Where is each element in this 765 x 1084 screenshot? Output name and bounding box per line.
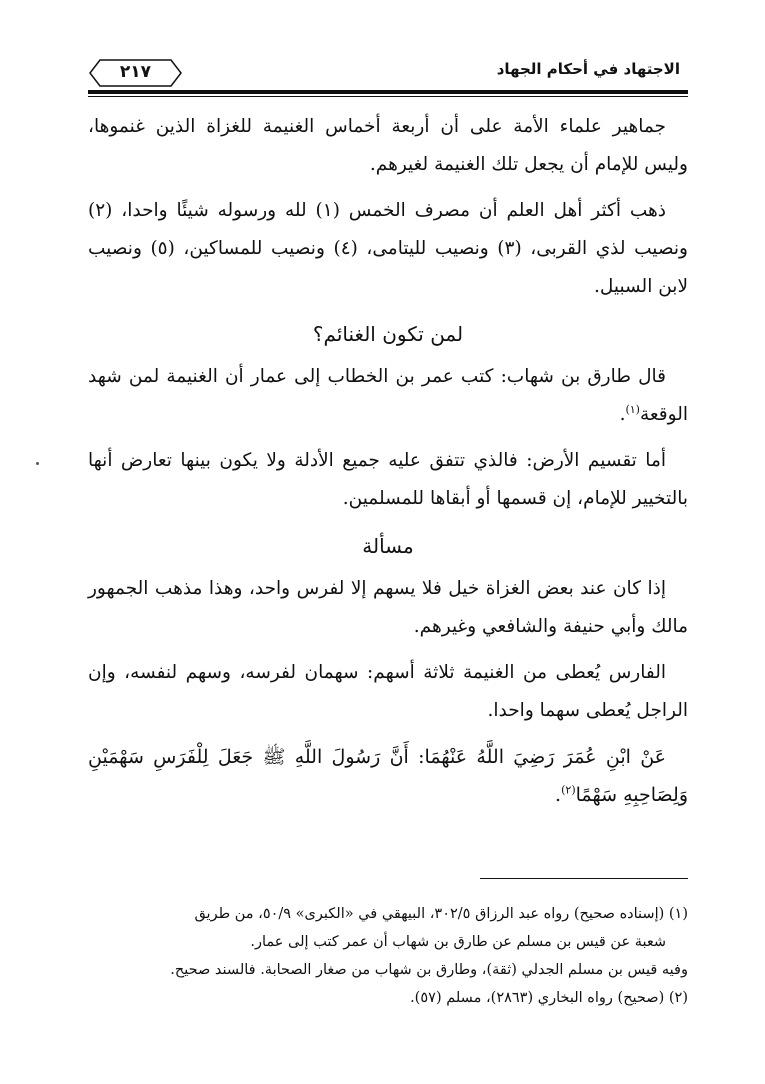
section-heading-spoils: لمن تكون الغنائم؟ [312,322,464,346]
running-title: الاجتهاد في أحكام الجهاد [496,60,680,78]
paragraph-7-text: عَنْ ابْنِ عُمَرَ رَضِيَ اللَّهُ عَنْهُمَا: أَنَّ رَسُولَ اللَّهِ ﷺ جَعَلَ لِلْفَرَسِ سَهْمَيْنِ وَلِصَاحِبِهِ سَهْمًا [88,746,688,806]
paragraph-3-text: قال طارق بن شهاب: كتب عمر بن الخطاب إلى عمار أن الغنيمة لمن شهد الوقعة [88,366,688,425]
paragraph-3 [88,358,688,434]
scan-speck [36,462,39,465]
paragraph-1: جماهير علماء الأمة على أن أربعة أخماس الغنيمة للغزاة الذين غنموها، وليس للإمام أن يجعل تلك الغنيمة لغيرهم. [88,116,688,175]
header-rule-thick [88,90,688,94]
page-body [88,108,688,814]
page-number: ٢١٧ [119,62,152,82]
footnote-ref-2: (٢) [561,783,576,797]
footnote-1-line-2: شعبة عن قيس بن مسلم عن طارق بن شهاب أن عمر كتب إلى عمار. [250,934,666,950]
footnotes [88,900,688,1012]
paragraph-7-end: . [555,784,562,806]
footnote-ref-1: (١) [625,402,640,416]
paragraph-7-hadith [88,738,688,814]
header-rule-thin [88,96,688,97]
footnote-1-line-1: (١) (إسناده صحيح) رواه عبد الرزاق ٣٠٢/٥، البيهقي في «الكبرى» ٥٠/٩، من طريق [194,906,688,922]
footnote-separator [480,878,688,879]
section-heading-issue: مسألة [362,534,414,558]
paragraph-4: أما تقسيم الأرض: فالذي تتفق عليه جميع الأدلة ولا يكون بينها تعارض أنها بالتخيير للإمام، إن قسمها أو أبقاها للمسلمين. [88,450,688,509]
footnote-2: (٢) (صحيح) رواه البخاري (٢٨٦٣)، مسلم (٥٧). [410,990,688,1006]
footnote-1-line-3: وفيه قيس بن مسلم الجدلي (ثقة)، وطارق بن شهاب من صغار الصحابة. فالسند صحيح. [170,962,688,978]
page-number-badge [88,58,183,88]
paragraph-3-end: . [619,404,626,425]
paragraph-5: إذا كان عند بعض الغزاة خيل فلا يسهم إلا لفرس واحد، وهذا مذهب الجمهور مالك وأبي حنيفة والشافعي وغيرهم. [88,578,688,637]
paragraph-6: الفارس يُعطى من الغنيمة ثلاثة أسهم: سهمان لفرسه، وسهم لنفسه، وإن الراجل يُعطى سهما واحدا. [88,662,688,721]
paragraph-2: ذهب أكثر أهل العلم أن مصرف الخمس (١) لله ورسوله شيئًا واحدا، (٢) ونصيب لذي القربى، (٣) ونصيب لليتامى، (٤) ونصيب للمساكين، (٥) ونصيب لابن السبيل. [88,200,688,297]
